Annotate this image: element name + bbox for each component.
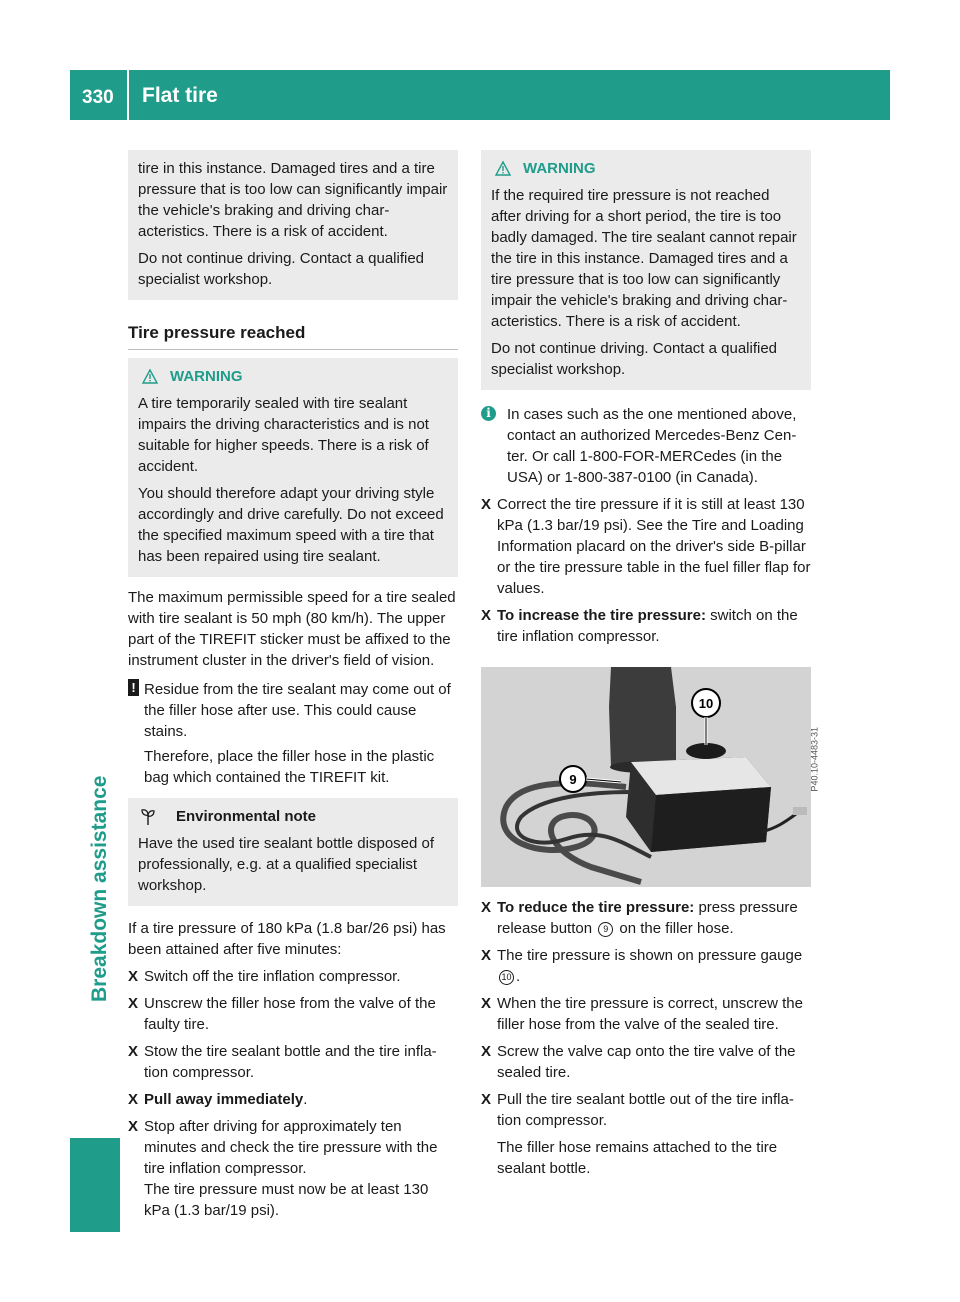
page-number: 330 (82, 87, 114, 108)
environmental-note-title: Environmental note (176, 808, 317, 825)
environmental-note-box (128, 798, 458, 906)
list-item: X Switch off the tire inflation compressor. (128, 968, 401, 985)
step-arrow-icon: X (481, 1043, 492, 1060)
warning-text: You should therefore adapt your driving style accordingly and drive carefully. Do not exceed the specified maximum speed with a tire that has been repaired using tire sealant. (138, 485, 444, 565)
step-arrow-icon: X (481, 1091, 492, 1108)
warning-title: WARNING (523, 160, 596, 177)
figure-code: P40.10-4483-31 (810, 727, 820, 792)
environmental-note-text: Have the used tire sealant bottle disposed of professionally, e.g. at a qualified specialist workshop. (138, 835, 435, 894)
callout-9-label: 9 (569, 772, 577, 787)
info-icon: i (481, 406, 496, 421)
body-paragraph: The maximum permissible speed for a tire sealed with tire sealant is 50 mph (80 km/h). The upper part of the TIREFIT sticker must be affixed to the instrument cluster in the driver's field of vision. (128, 589, 456, 669)
note-text: Therefore, place the filler hose in the plastic bag which contained the TIREFIT kit. (144, 748, 435, 786)
warning-box (481, 150, 811, 390)
page-title: Flat tire (142, 84, 218, 107)
environmental-note-header (138, 806, 448, 827)
warning-triangle-icon (142, 369, 158, 385)
left-column (128, 150, 458, 1221)
callout-10-marker: 10 (499, 970, 514, 985)
compressor-photo (481, 667, 820, 887)
list-item: X Stow the tire sealant bottle and the tire infla-tion compressor. (128, 1043, 437, 1081)
warning-text: Do not continue driving. Contact a qualified specialist workshop. (491, 340, 778, 378)
list-item: X The tire pressure is shown on pressure gauge 10 . (481, 947, 803, 985)
step-arrow-icon: X (128, 1091, 139, 1108)
warning-triangle-icon (495, 161, 511, 177)
warning-header (138, 366, 448, 387)
caution-note (128, 679, 458, 788)
list-item: X Pull away immediately. (128, 1091, 308, 1108)
section-side-tab (70, 1138, 120, 1232)
step-arrow-icon: X (481, 496, 492, 513)
step-arrow-icon: X (481, 995, 492, 1012)
compressor-illustration (481, 667, 811, 887)
step-arrow-icon: X (481, 899, 492, 916)
callout-10-label: 10 (698, 696, 714, 711)
section-heading: Tire pressure reached (128, 322, 458, 350)
list-item: X To reduce the tire pressure: press pressure release button 9 on the filler hose. (481, 899, 798, 937)
info-text: In cases such as the one mentioned above, contact an authorized Mercedes-Benz Cen-ter. Or call 1-800-FOR-MERCedes (in the USA) or 1-800-387-0100 (in Canada). (507, 406, 797, 486)
step-arrow-icon: X (128, 995, 139, 1012)
warning-header (491, 158, 801, 179)
list-item: X To increase the tire pressure: switch on the tire inflation compressor. (481, 607, 798, 645)
warning-text: Do not continue driving. Contact a qualified specialist workshop. (138, 250, 425, 288)
exclamation-icon: ! (128, 679, 139, 696)
list-item: X When the tire pressure is correct, unscrew the filler hose from the valve of the sealed tire. (481, 995, 803, 1033)
step-arrow-icon: X (481, 947, 492, 964)
list-item: X Unscrew the filler hose from the valve of the faulty tire. (128, 995, 436, 1033)
info-note (481, 404, 811, 488)
list-item: X Stop after driving for approximately ten minutes and check the tire pressure with the tire inflation compressor. The tire pressure must now be at least 130 kPa (1.3 bar/19 psi). (128, 1118, 438, 1219)
note-text: Residue from the tire sealant may come out of the filler hose after use. This could cause stains. (144, 681, 451, 740)
warning-text: A tire temporarily sealed with tire sealant impairs the driving characteristics and is not suitable for higher speeds. There is a risk of accident. (138, 395, 429, 475)
page-header (70, 70, 890, 120)
list-item: X Pull the tire sealant bottle out of the tire infla-tion compressor. The filler hose remains attached to the tire sealant bottle. (481, 1091, 794, 1177)
step-arrow-icon: X (128, 1043, 139, 1060)
warning-continuation-box (128, 150, 458, 300)
warning-text: tire in this instance. Damaged tires and a tire pressure that is too low can significantly impair the vehicle's braking and driving char-acteristics. There is a risk of accident. (138, 160, 448, 240)
callout-9-marker: 9 (598, 922, 613, 937)
warning-box (128, 358, 458, 577)
plant-icon (140, 808, 156, 826)
body-paragraph: If a tire pressure of 180 kPa (1.8 bar/26 psi) has been attained after five minutes: (128, 920, 446, 958)
step-arrow-icon: X (128, 968, 139, 985)
right-column (481, 150, 820, 1179)
step-arrow-icon: X (481, 607, 492, 624)
step-arrow-icon: X (128, 1118, 139, 1135)
warning-title: WARNING (170, 368, 243, 385)
warning-text: If the required tire pressure is not reached after driving for a short period, the tire is too badly damaged. The tire sealant cannot repair the tire in this instance. Damaged tires and a tire pressure that is too low can significantly impair the vehicle's braking and driving char-acteristics. There is a risk of accident. (491, 187, 797, 330)
list-item: X Correct the tire pressure if it is still at least 130 kPa (1.3 bar/19 psi). See the Tire and Loading Information placard on the driver's side B-pillar or the tire pressure table in the fuel filler flap for values. (481, 496, 811, 597)
list-item: X Screw the valve cap onto the tire valve of the sealed tire. (481, 1043, 796, 1081)
header-divider (127, 70, 129, 120)
